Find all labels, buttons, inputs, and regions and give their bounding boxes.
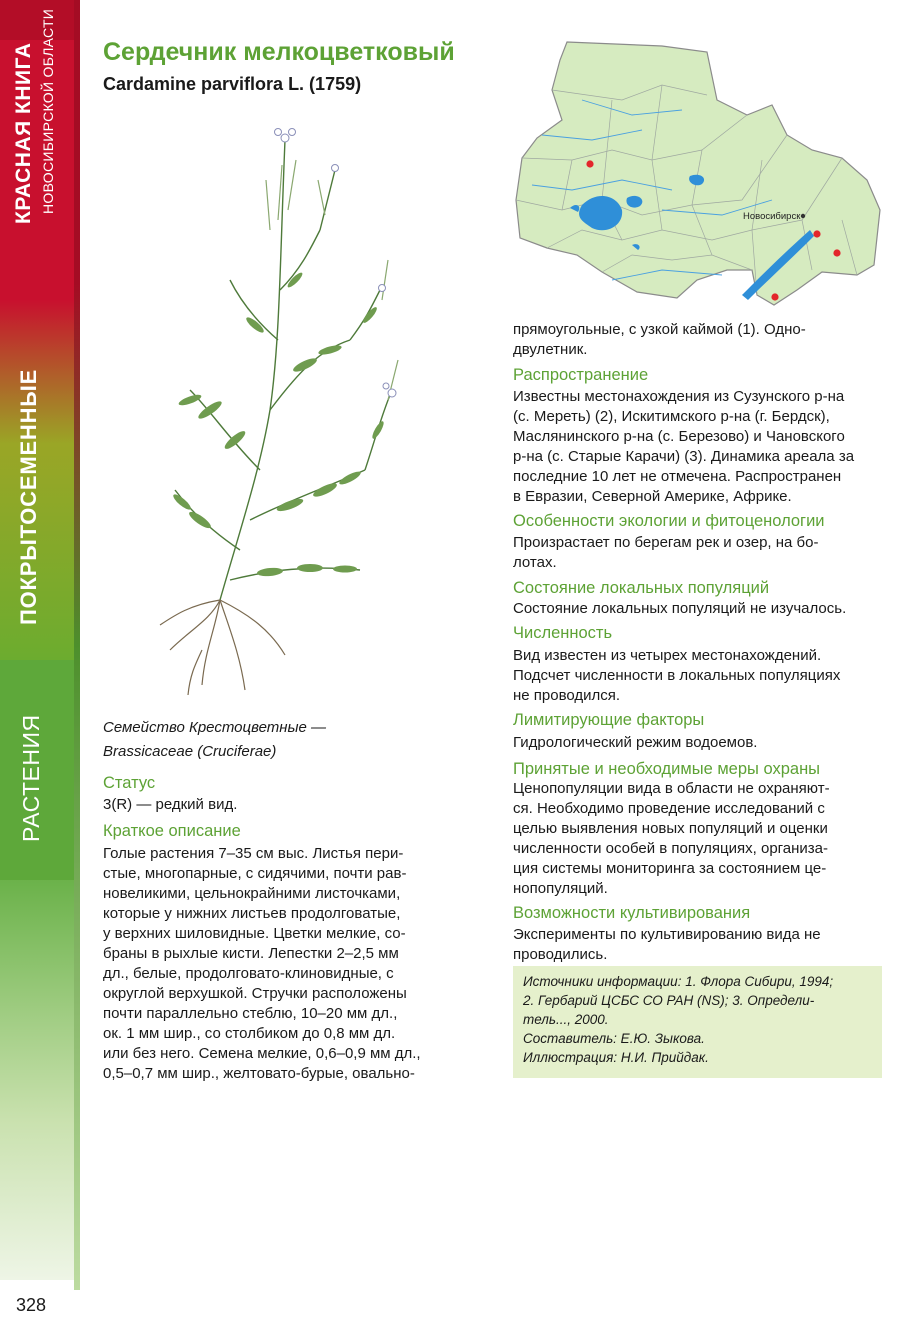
text-line: или без него. Семена мелкие, 0,6–0,9 мм дл., <box>103 1045 421 1062</box>
text-line: тель..., 2000. <box>523 1012 609 1027</box>
limiting-factors-text <box>513 733 882 753</box>
limiting-factors-heading: Лимитирующие факторы <box>513 711 705 729</box>
text-line: двулетник. <box>513 341 588 358</box>
local-populations-text <box>513 599 882 619</box>
text-line: у верхних шиловидные. Цветки мелкие, со- <box>103 925 406 942</box>
text-line: Эксперименты по культивированию вида не <box>513 926 821 943</box>
location-marker <box>586 160 593 167</box>
ecology-heading: Особенности экологии и фитоценологии <box>513 512 825 530</box>
text-line: Произрастает по берегам рек и озер, на бо- <box>513 534 819 551</box>
text-line: Известны местонахождения из Сузунского р-на <box>513 388 845 405</box>
text-line: 0,5–0,7 мм шир., желтовато-бурые, овально- <box>103 1065 415 1082</box>
cultivation-text <box>513 925 882 965</box>
text-line: (с. Мереть) (2), Искитимского р-на (г. Бердск), <box>513 408 830 425</box>
location-marker <box>771 293 778 300</box>
text-line: целью выявления новых популяций и оценки <box>513 820 828 837</box>
text-line: почти параллельно стеблю, 10–20 мм дл., <box>103 1005 398 1022</box>
sidebar-green-fade <box>0 880 80 1280</box>
text-line: Состояние локальных популяций не изучалось. <box>513 600 847 617</box>
text-line: стые, многопарные, с сидячими, почти рав- <box>103 865 407 882</box>
book-title: КРАСНАЯ КНИГА <box>12 42 35 224</box>
text-line: Гидрологический режим водоемов. <box>513 734 758 751</box>
text-line: прямоугольные, с узкой каймой (1). Одно- <box>513 321 806 338</box>
text-line: нопопуляций. <box>513 880 608 897</box>
location-marker <box>833 249 840 256</box>
text-line: ция системы мониторинга за состоянием це- <box>513 860 827 877</box>
local-populations-heading: Состояние локальных популяций <box>513 579 770 597</box>
family-line-1: Семейство Крестоцветные — <box>103 719 327 736</box>
text-line: не проводился. <box>513 687 621 704</box>
city-marker <box>801 214 805 218</box>
text-line: последние 10 лет не отмечена. Распространен <box>513 468 842 485</box>
sources-text <box>523 972 878 1067</box>
compiler-line: Составитель: Е.Ю. Зыкова. <box>523 1031 705 1046</box>
description-continuation <box>513 320 882 360</box>
ecology-text <box>513 533 882 573</box>
text-line: округлой верхушкой. Стручки расположены <box>103 985 407 1002</box>
protection-text <box>513 779 882 899</box>
text-line: дл., белые, продолговато-клиновидные, с <box>103 965 394 982</box>
abundance-heading: Численность <box>513 624 613 642</box>
book-subtitle: НОВОСИБИРСКОЙ ОБЛАСТИ <box>40 8 56 214</box>
text-line: проводились. <box>513 946 608 963</box>
distribution-map <box>512 40 884 312</box>
text-line: Источники информации: 1. Флора Сибири, 1994; <box>523 974 834 989</box>
abundance-text <box>513 646 882 706</box>
text-line: браны в рыхлые кисти. Лепестки 2–2,5 мм <box>103 945 399 962</box>
sidebar-edge <box>74 0 80 1290</box>
status-text: 3(R) — редкий вид. <box>103 796 238 813</box>
text-line: Маслянинского р-на (с. Березово) и Чановского <box>513 428 845 445</box>
family-block <box>103 716 326 764</box>
text-line: ок. 1 мм шир., со столбиком до 0,8 мм дл. <box>103 1025 396 1042</box>
text-line: Подсчет численности в локальных популяциях <box>513 667 841 684</box>
illustrator-line: Иллюстрация: Н.И. Прийдак. <box>523 1050 709 1065</box>
text-line: Вид известен из четырех местонахождений. <box>513 647 822 664</box>
plant-illustration <box>120 110 480 700</box>
text-line: в Евразии, Северной Америке, Африке. <box>513 488 792 505</box>
text-line: которые у нижних листьев продолговатые, <box>103 905 401 922</box>
text-line: Ценопопуляции вида в области не охраняют- <box>513 780 830 797</box>
distribution-text <box>513 387 882 507</box>
species-name-ru: Сердечник мелкоцветковый <box>103 38 455 66</box>
text-line: 2. Гербарий ЦСБС СО РАН (NS); 3. Определи- <box>523 993 815 1008</box>
distribution-heading: Распространение <box>513 366 649 384</box>
text-line: р-на (с. Старые Карачи) (3). Динамика ареала за <box>513 448 855 465</box>
category-label: РАСТЕНИЯ <box>18 714 44 842</box>
family-line-2: Brassicaceae (Cruciferae) <box>103 743 277 760</box>
text-line: Голые растения 7–35 см выс. Листья пери- <box>103 845 404 862</box>
city-label: Новосибирск <box>743 211 801 222</box>
section-label: ПОКРЫТОСЕМЕННЫЕ <box>16 368 41 625</box>
text-line: новеликими, цельнокрайними листочками, <box>103 885 401 902</box>
cultivation-heading: Возможности культивирования <box>513 904 751 922</box>
description-text <box>103 844 473 1084</box>
description-heading: Краткое описание <box>103 822 241 840</box>
text-line: ся. Необходимо проведение исследований с <box>513 800 825 817</box>
text-line: численности особей в популяциях, организа- <box>513 840 829 857</box>
text-line: лотах. <box>513 554 557 571</box>
status-heading: Статус <box>103 774 156 792</box>
page-number: 328 <box>16 1295 47 1315</box>
protection-heading: Принятые и необходимые меры охраны <box>513 760 821 778</box>
species-name-lat: Cardamine parviflora L. (1759) <box>103 74 362 94</box>
location-marker <box>813 230 820 237</box>
